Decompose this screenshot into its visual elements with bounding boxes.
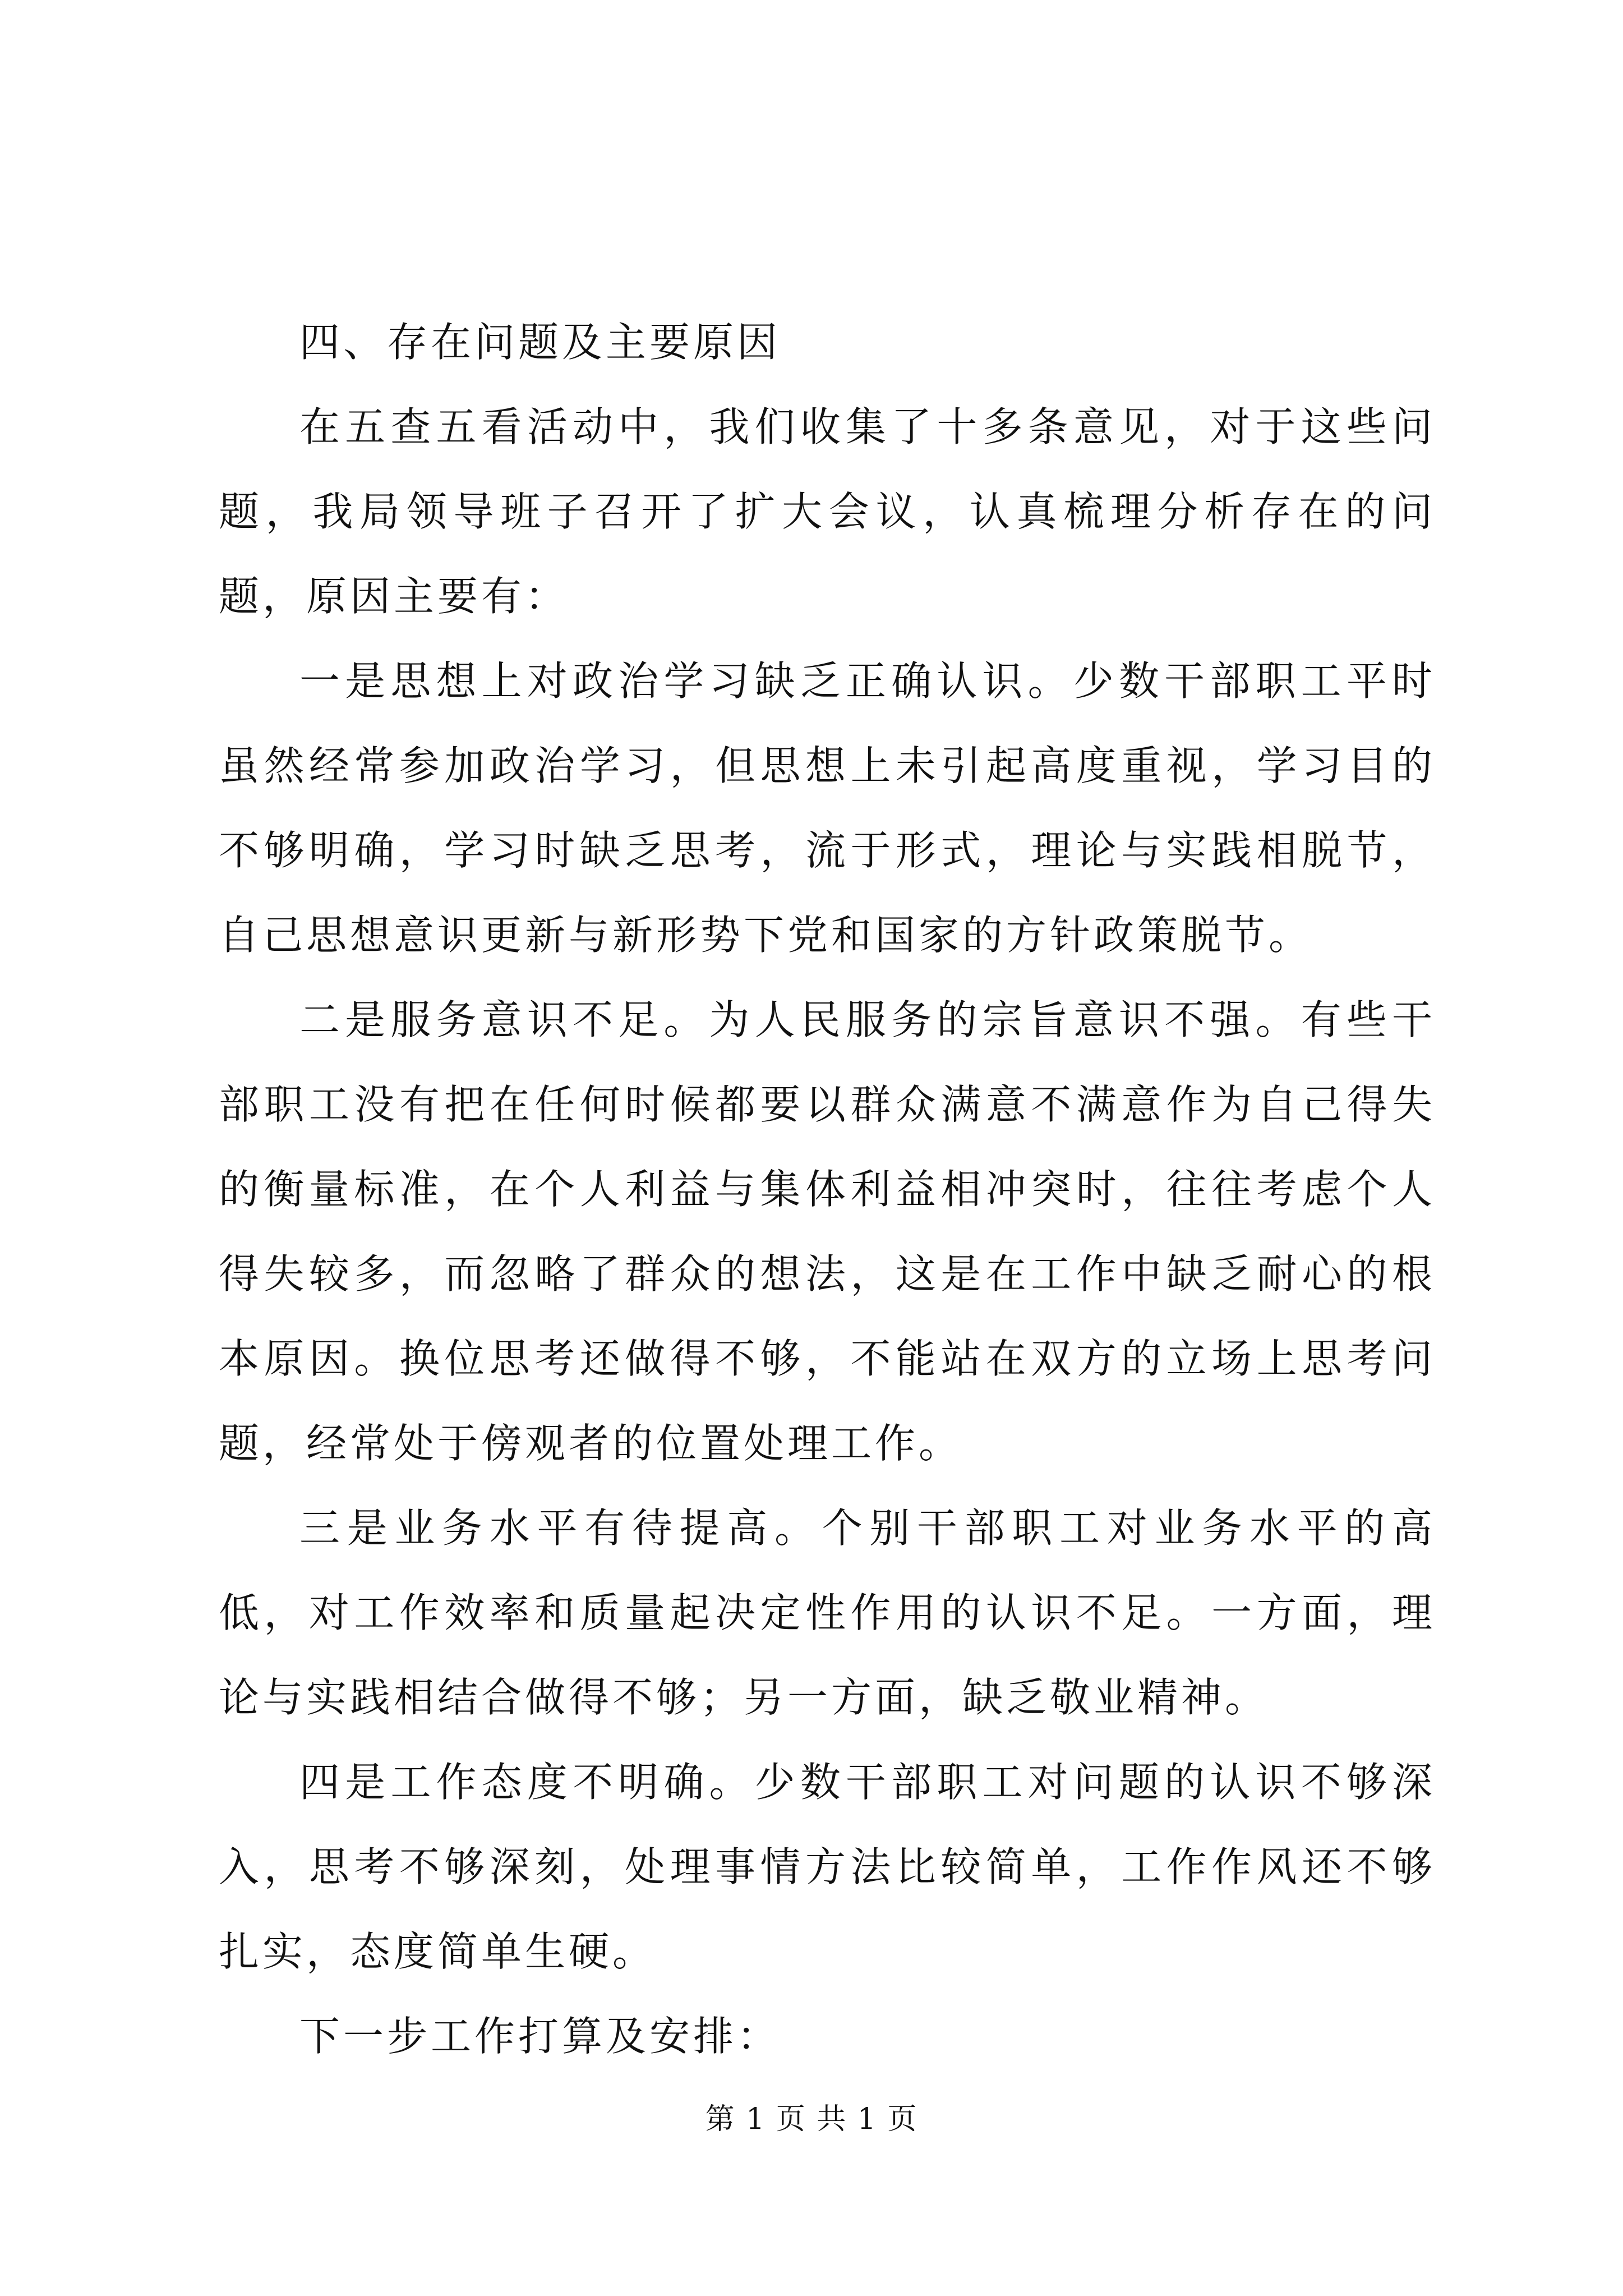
section-heading: 四、存在问题及主要原因 [299,319,781,366]
next-steps-heading: 下一步工作打算及安排： [299,2013,781,2060]
paragraph-reason-2: 二是服务意识不足。为人民服务的宗旨意识不强。有些干部职工没有把在任何时候都要以群众满意不满意作为自己得失的衡量标准，在个人利益与集体利益相冲突时，往往考虑个人得失较多，而忽略了群众的想法，这是在工作中缺乏耐心的根本原因。换位思考还做得不够，不能站在双方的立场上思考问题，经常处于傍观者的位置处理工作。 [219,996,1436,1467]
page-number-footer: 第 1 页 共 1 页 [705,2102,918,2136]
paragraph-reason-3: 三是业务水平有待提高。个别干部职工对业务水平的高低，对工作效率和质量起决定性作用的认识不足。一方面，理论与实践相结合做得不够；另一方面，缺乏敬业精神。 [219,1504,1436,1721]
document-body [219,300,1436,2079]
paragraph-reason-1: 一是思想上对政治学习缺乏正确认识。少数干部职工平时虽然经常参加政治学习，但思想上未引起高度重视，学习目的不够明确，学习时缺乏思考，流于形式，理论与实践相脱节，自己思想意识更新与新形势下党和国家的方针政策脱节。 [219,657,1436,959]
paragraph-intro: 在五查五看活动中，我们收集了十多条意见，对于这些问题，我局领导班子召开了扩大会议，认真梳理分析存在的问题，原因主要有： [219,403,1436,620]
paragraph-reason-4: 四是工作态度不明确。少数干部职工对问题的认识不够深入，思考不够深刻，处理事情方法比较简单，工作作风还不够扎实，态度简单生硬。 [219,1759,1436,1975]
